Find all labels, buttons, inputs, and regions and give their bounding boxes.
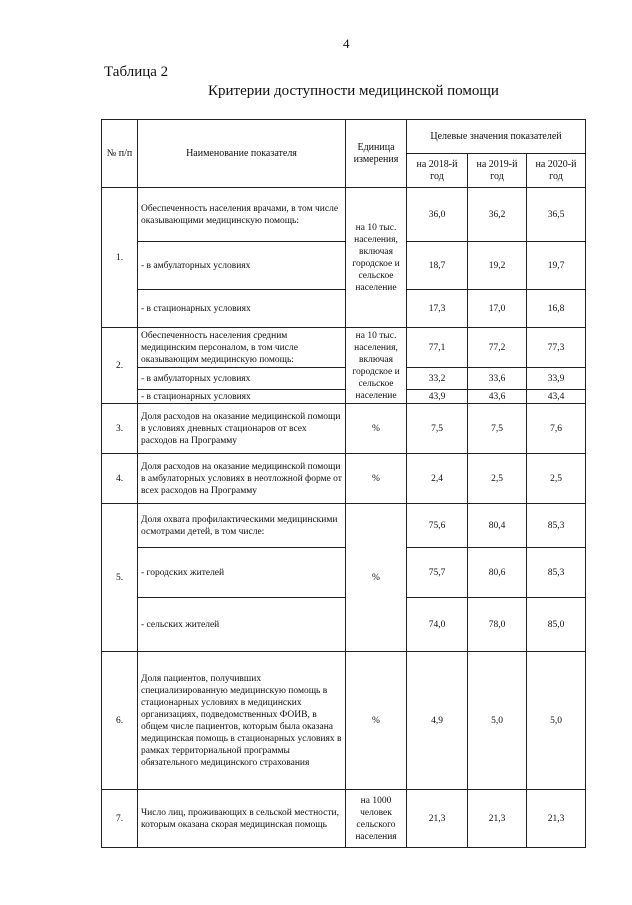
table-row: [102, 598, 586, 652]
value-2020: 36,5: [527, 188, 586, 242]
value-2018: 33,2: [407, 368, 468, 390]
value-2018: 7,5: [407, 404, 468, 454]
indicator-name: - в стационарных условиях: [138, 390, 346, 404]
indicator-name: Доля расходов на оказание медицинской помощи в амбулаторных условиях в неотложной форме от всех расходов на Программу: [138, 454, 346, 504]
unit-cell: на 1000 человек сельского населения: [346, 790, 407, 848]
table-row: [102, 368, 586, 390]
indicator-name: - в стационарных условиях: [138, 290, 346, 328]
criteria-table: [101, 119, 586, 848]
value-2018: 75,7: [407, 548, 468, 598]
table-label: Таблица 2: [104, 64, 169, 80]
table-row: [102, 454, 586, 504]
value-2019: 7,5: [468, 404, 527, 454]
row-number: 4.: [102, 454, 138, 504]
row-number: 2.: [102, 328, 138, 404]
value-2018: 21,3: [407, 790, 468, 848]
row-number: 6.: [102, 652, 138, 790]
value-2018: 74,0: [407, 598, 468, 652]
indicator-name: - в амбулаторных условиях: [138, 242, 346, 290]
value-2018: 4,9: [407, 652, 468, 790]
table-row: [102, 790, 586, 848]
table-title: Критерии доступности медицинской помощи: [208, 83, 499, 99]
value-2019: 21,3: [468, 790, 527, 848]
row-number: 3.: [102, 404, 138, 454]
indicator-name: - в амбулаторных условиях: [138, 368, 346, 390]
value-2019: 80,6: [468, 548, 527, 598]
indicator-name: - сельских жителей: [138, 598, 346, 652]
value-2020: 33,9: [527, 368, 586, 390]
table-row: [102, 652, 586, 790]
value-2020: 85,3: [527, 504, 586, 548]
row-number: 7.: [102, 790, 138, 848]
table-row: [102, 390, 586, 404]
value-2020: 16,8: [527, 290, 586, 328]
indicator-name: Число лиц, проживающих в сельской местности, которым оказана скорая медицинская помощь: [138, 790, 346, 848]
header-num: № п/п: [102, 120, 138, 188]
row-number: 1.: [102, 188, 138, 328]
value-2019: 2,5: [468, 454, 527, 504]
table-row: [102, 242, 586, 290]
value-2019: 43,6: [468, 390, 527, 404]
value-2019: 33,6: [468, 368, 527, 390]
value-2020: 21,3: [527, 790, 586, 848]
indicator-name: Доля охвата профилактическими медицинскими осмотрами детей, в том числе:: [138, 504, 346, 548]
header-targets: Целевые значения показателей: [407, 120, 586, 154]
value-2020: 2,5: [527, 454, 586, 504]
value-2020: 7,6: [527, 404, 586, 454]
unit-cell: %: [346, 652, 407, 790]
table-row: [102, 328, 586, 368]
value-2020: 85,0: [527, 598, 586, 652]
indicator-name: - городских жителей: [138, 548, 346, 598]
unit-cell: %: [346, 504, 407, 652]
value-2018: 43,9: [407, 390, 468, 404]
value-2018: 36,0: [407, 188, 468, 242]
value-2018: 18,7: [407, 242, 468, 290]
value-2020: 77,3: [527, 328, 586, 368]
table-row: [102, 188, 586, 242]
table-row: [102, 290, 586, 328]
value-2019: 5,0: [468, 652, 527, 790]
unit-cell: %: [346, 404, 407, 454]
value-2020: 85,3: [527, 548, 586, 598]
value-2018: 2,4: [407, 454, 468, 504]
unit-cell: %: [346, 454, 407, 504]
value-2019: 78,0: [468, 598, 527, 652]
indicator-name: Обеспеченность населения врачами, в том числе оказывающими медицинскую помощь:: [138, 188, 346, 242]
value-2018: 75,6: [407, 504, 468, 548]
indicator-name: Доля пациентов, получивших специализированную медицинскую помощь в стационарных условиях в медицинских организациях, подведомственных ФОИВ, в общем числе пациентов, которым была оказана медицинская помощь в стационарных условиях в рамках территориальной программы обязательного медицинского страхования: [138, 652, 346, 790]
page-number: 4: [343, 36, 350, 51]
value-2019: 19,2: [468, 242, 527, 290]
value-2020: 43,4: [527, 390, 586, 404]
value-2019: 77,2: [468, 328, 527, 368]
header-name: Наименование показателя: [138, 120, 346, 188]
indicator-name: Обеспеченность населения средним медицинским персоналом, в том числе оказывающим медицинскую помощь:: [138, 328, 346, 368]
table-row: [102, 404, 586, 454]
value-2018: 17,3: [407, 290, 468, 328]
header-2020: на 2020-й год: [527, 154, 586, 188]
value-2020: 19,7: [527, 242, 586, 290]
value-2018: 77,1: [407, 328, 468, 368]
header-unit: Единица измерения: [346, 120, 407, 188]
table-row: [102, 504, 586, 548]
header-2019: на 2019-й год: [468, 154, 527, 188]
row-number: 5.: [102, 504, 138, 652]
value-2019: 36,2: [468, 188, 527, 242]
unit-cell: на 10 тыс. населения, включая городское и сельское население: [346, 328, 407, 404]
value-2019: 17,0: [468, 290, 527, 328]
unit-cell: на 10 тыс. населения, включая городское и сельское население: [346, 188, 407, 328]
value-2019: 80,4: [468, 504, 527, 548]
header-2018: на 2018-й год: [407, 154, 468, 188]
indicator-name: Доля расходов на оказание медицинской помощи в условиях дневных стационаров от всех расходов на Программу: [138, 404, 346, 454]
table-row: [102, 548, 586, 598]
value-2020: 5,0: [527, 652, 586, 790]
